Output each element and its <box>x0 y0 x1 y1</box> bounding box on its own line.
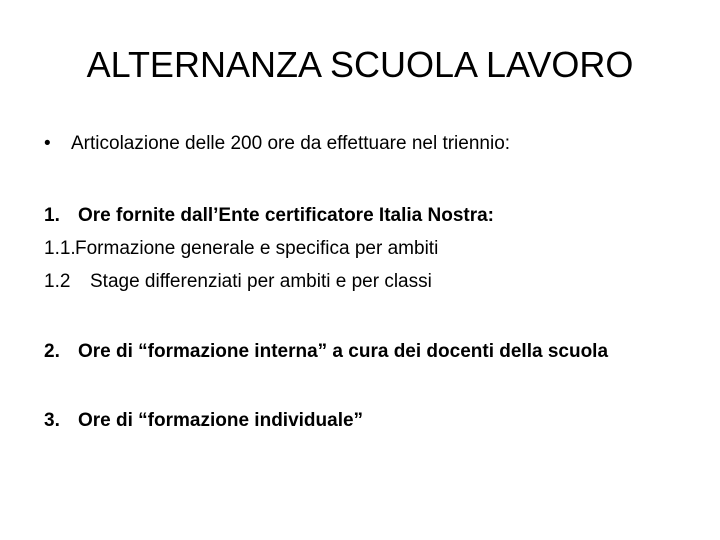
list-item-text: Formazione generale e specifica per ambiti <box>75 238 439 259</box>
list-item-number: 1. <box>44 205 60 226</box>
list-item-number: 3. <box>44 410 60 431</box>
list-item-1 <box>44 205 494 227</box>
list-item-text: Stage differenziati per ambiti e per classi <box>90 271 432 292</box>
list-item-number: 2. <box>44 341 60 362</box>
list-item-text: Ore di “formazione individuale” <box>78 410 364 431</box>
list-item-number: 1.2 <box>44 271 71 292</box>
list-item-2 <box>44 341 608 363</box>
list-item-1-2 <box>44 271 432 293</box>
bullet-text: Articolazione delle 200 ore da effettuare nel triennio: <box>71 133 511 154</box>
list-item-text: Ore di “formazione interna” a cura dei docenti della scuola <box>78 341 609 362</box>
list-item-number: 1.1. <box>44 238 76 259</box>
bullet-item <box>44 133 510 155</box>
list-item-1-1 <box>44 238 438 260</box>
slide-title: ALTERNANZA SCUOLA LAVORO <box>86 44 634 85</box>
list-item-text: Ore fornite dall’Ente certificatore Italia Nostra: <box>78 205 494 226</box>
bullet-marker: • <box>44 133 51 154</box>
list-item-3 <box>44 410 363 432</box>
